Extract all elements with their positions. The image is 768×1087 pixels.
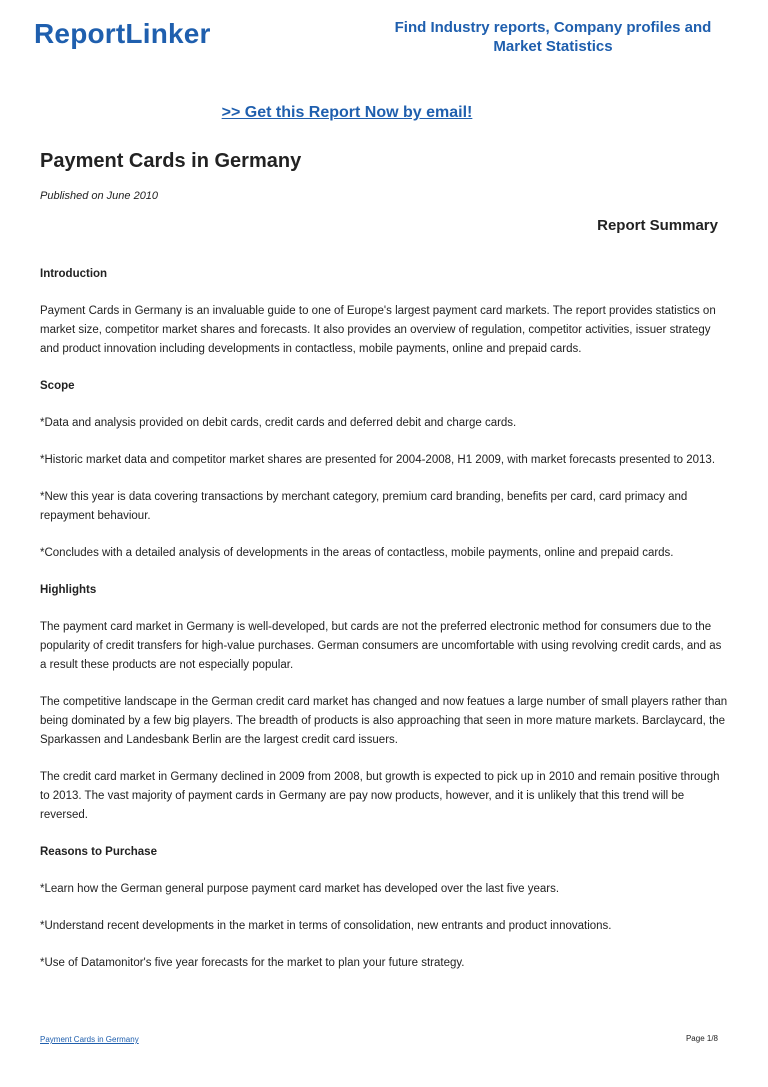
report-summary-heading: Report Summary: [597, 217, 718, 234]
scope-item: *Historic market data and competitor market shares are presented for 2004-2008, H1 2009, with market forecasts presented to 2013.: [40, 454, 716, 466]
page-number: Page 1/8: [685, 1034, 718, 1043]
scope-heading: Scope: [40, 380, 75, 392]
reasons-item: *Use of Datamonitor's five year forecasts for the market to plan your future strategy.: [40, 957, 465, 969]
introduction-heading: Introduction: [40, 268, 108, 280]
highlights-heading: Highlights: [40, 584, 97, 596]
scope-item: *Concludes with a detailed analysis of developments in the areas of contactless, mobile payments, online and prepaid cards.: [40, 547, 674, 559]
header-tagline: Find Industry reports, Company profiles and Market Statistics: [394, 19, 712, 55]
reasons-item: *Understand recent developments in the market in terms of consolidation, new entrants and product innovations.: [40, 920, 612, 932]
introduction-paragraph: Payment Cards in Germany is an invaluable guide to one of Europe's largest payment card markets. The report provides statistics on market size, competitor market shares and forecasts. It also provides an overview of regulation, competitor activities, issuer strategy and product innovation including developments in contactless, mobile payments, online and prepaid cards.: [40, 305, 716, 355]
published-date: Published on June 2010: [40, 190, 159, 202]
footer-report-link[interactable]: Payment Cards in Germany: [40, 1035, 139, 1044]
scope-item: *Data and analysis provided on debit cards, credit cards and deferred debit and charge cards.: [40, 417, 517, 429]
reasons-item: *Learn how the German general purpose payment card market has developed over the last five years.: [40, 883, 560, 895]
highlights-paragraph: The competitive landscape in the German credit card market has changed and now featues a large number of small players rather than being dominated by a few big players. The breadth of products is also approaching that seen in more mature markets. Barclaycard, the Sparkassen and Landesbank Berlin are the largest credit card issuers.: [40, 696, 728, 746]
report-content: [40, 265, 730, 991]
reasons-heading: Reasons to Purchase: [40, 846, 157, 858]
highlights-paragraph: The credit card market in Germany declined in 2009 from 2008, but growth is expected to pick up in 2010 and remain positive through to 2013. The vast majority of payment cards in Germany are pay now products, however, and it is unlikely that this trend will be reversed.: [40, 771, 720, 821]
get-report-link[interactable]: >> Get this Report Now by email!: [221, 104, 473, 121]
reportlinker-logo[interactable]: ReportLinker: [34, 18, 211, 49]
page-title: Payment Cards in Germany: [40, 150, 302, 172]
scope-item: *New this year is data covering transactions by merchant category, premium card branding, benefits per card, card primacy and repayment behaviour.: [40, 491, 688, 522]
highlights-paragraph: The payment card market in Germany is well-developed, but cards are not the preferred electronic method for consumers due to the popularity of credit transfers for high-value purchases. German consumers are uncomfortable with using revolving credit cards, and as a result these products are not especially popular.: [40, 621, 722, 671]
